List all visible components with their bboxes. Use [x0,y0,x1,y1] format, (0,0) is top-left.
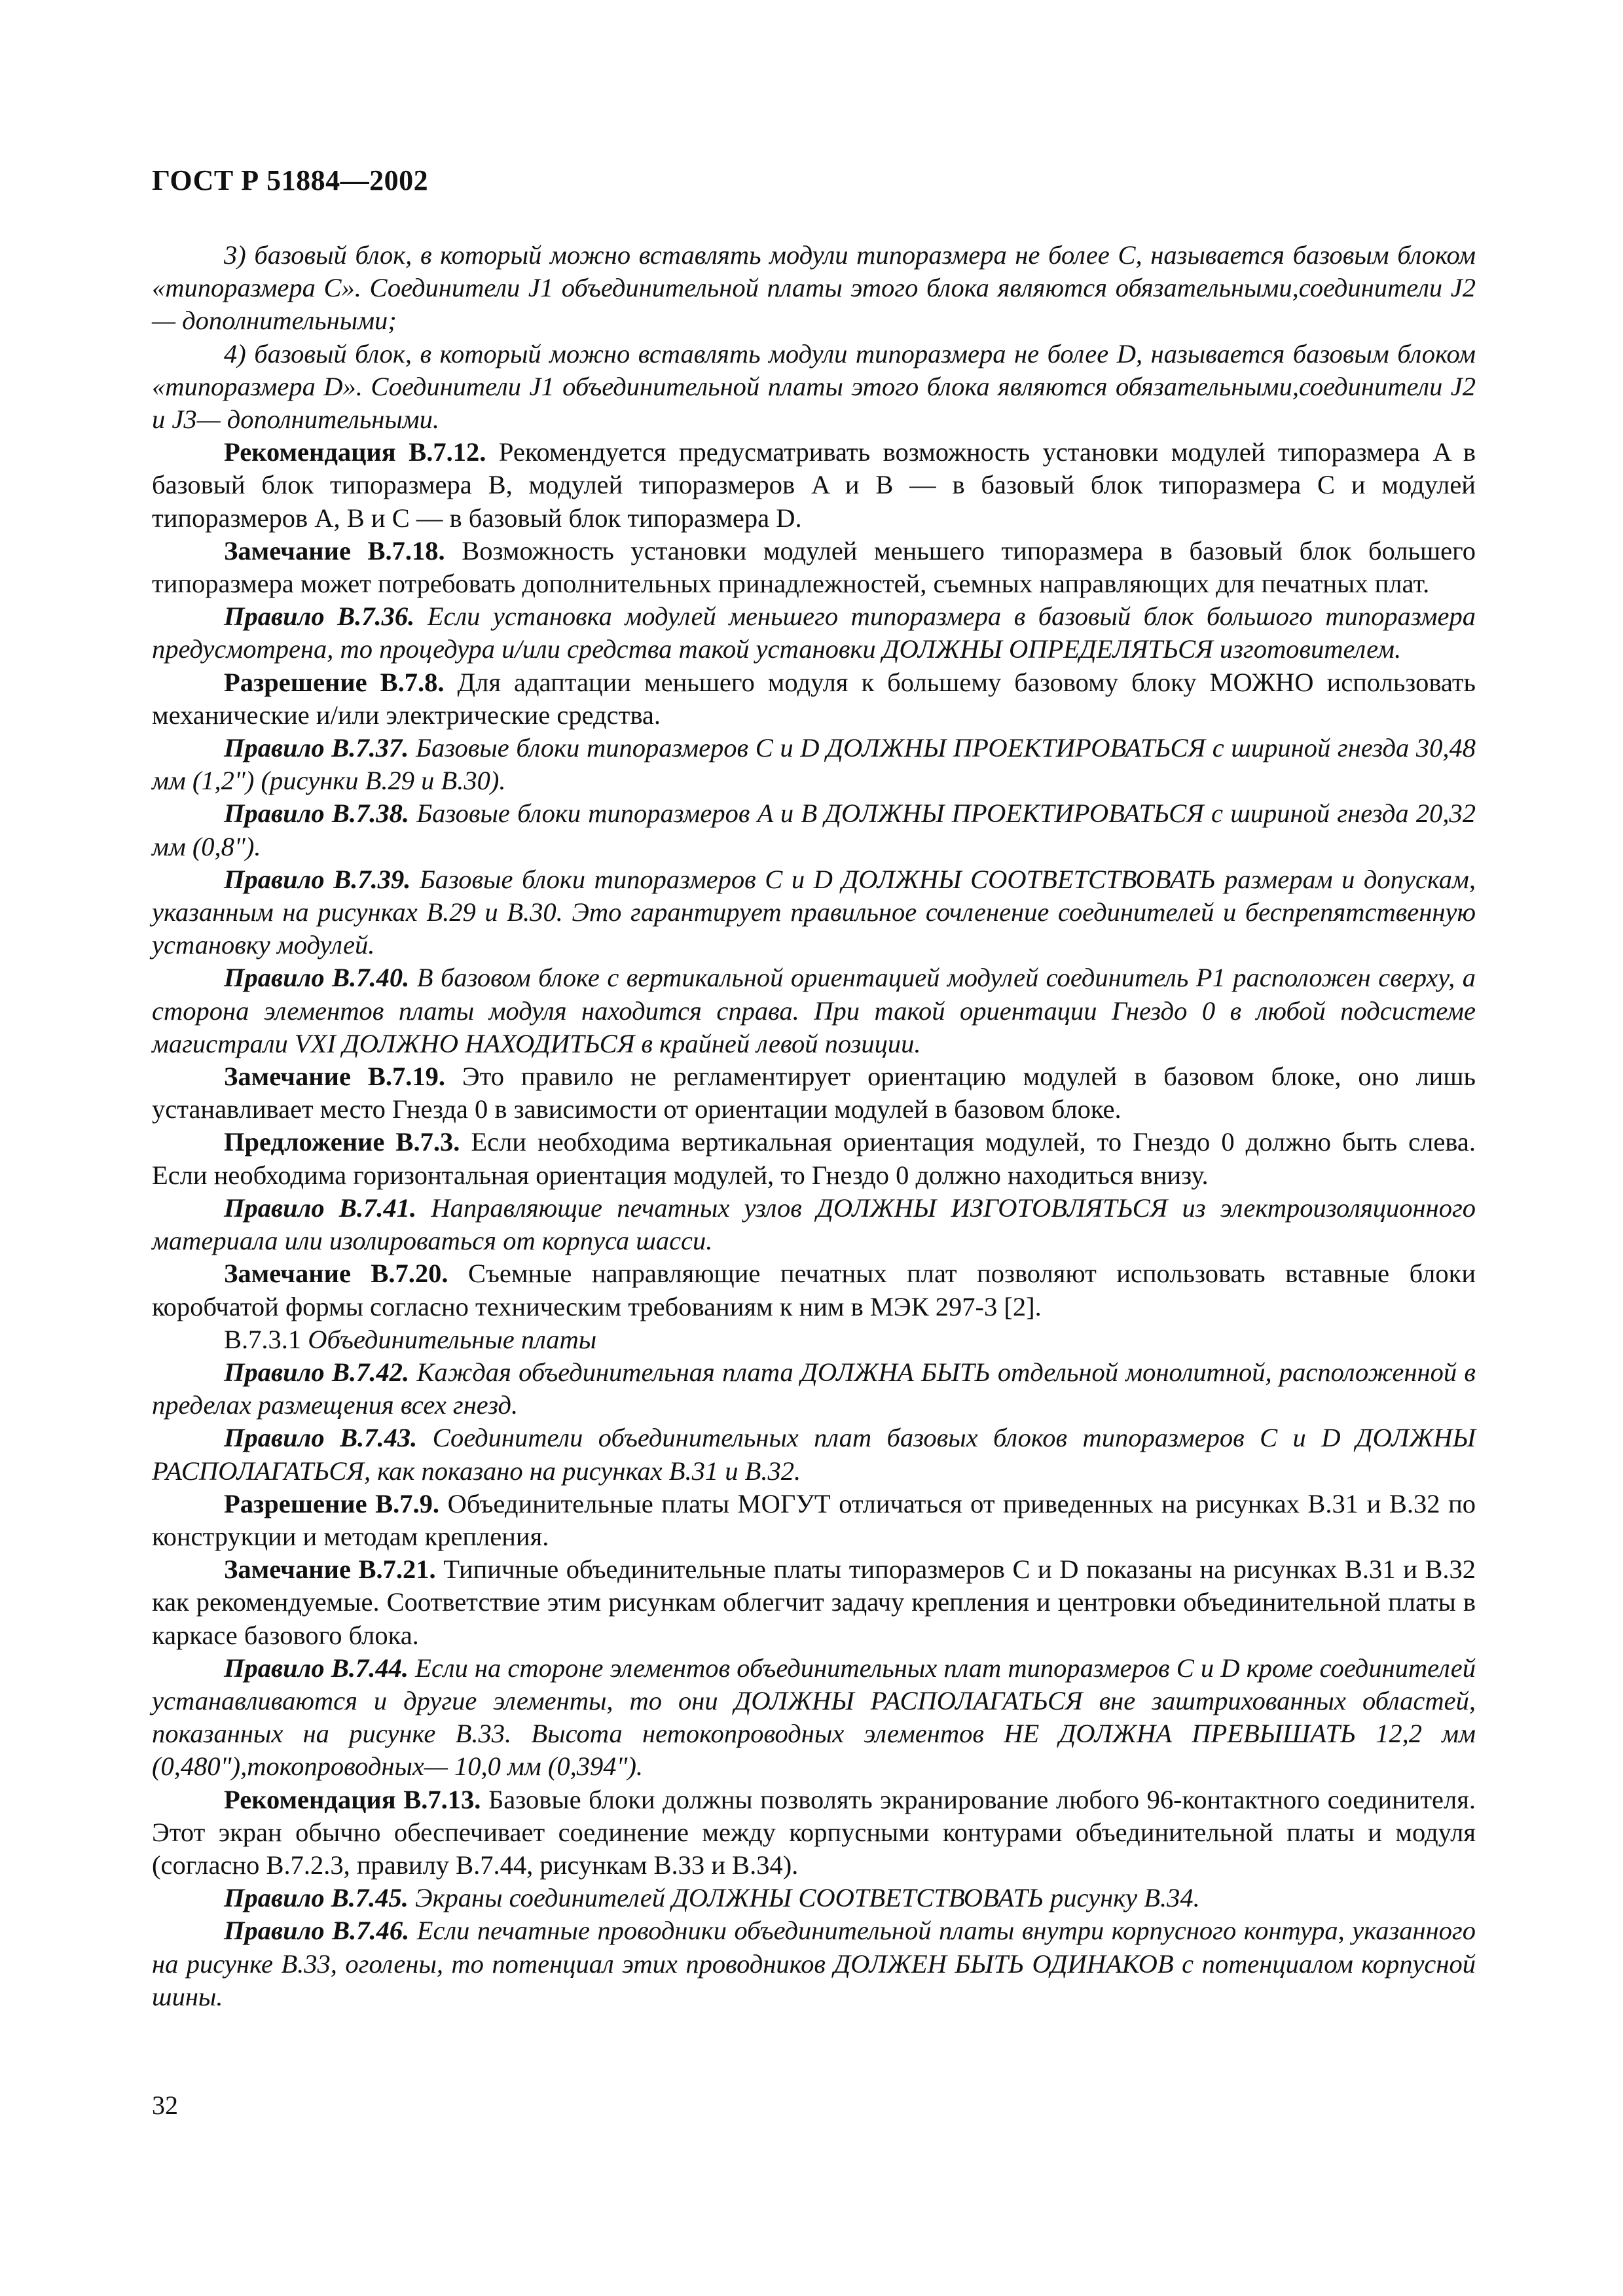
paragraph-label: Разрешение B.7.9. [224,1488,440,1518]
document-header: ГОСТ Р 51884—2002 [152,164,429,196]
paragraph-text: Объединительные платы МОГУТ отличаться от приведенных на рисунках B.31 и B.32 по конструкции и методам крепления. [152,1488,1476,1551]
paragraph [152,1553,1476,1652]
paragraph [152,338,1476,437]
paragraph-label: Правило B.7.46. [224,1916,410,1946]
paragraph-label: Разрешение B.7.8. [224,667,445,697]
paragraph-label: Замечание B.7.21. [224,1554,436,1585]
paragraph-text: Возможность установки модулей меньшего типоразмера в базовый блок большего типоразмера может потребовать дополнительных принадлежностей, съемных направляющих для печатных плат. [152,535,1476,599]
paragraph [152,1192,1476,1257]
paragraph-text: Соединители объединительных плат базовых блоков типоразмеров C и D ДОЛЖНЫ РАСПОЛАГАТЬСЯ, как показано на рисунках B.31 и B.32. [152,1423,1476,1486]
paragraph-label: Замечание B.7.20. [224,1259,448,1289]
paragraph-text: Базовые блоки типоразмеров C и D ДОЛЖНЫ СООТВЕТСТВОВАТЬ размерам и допускам, указанным на рисунках B.29 и B.30. Это гарантирует правильное сочленение соединителей и беспрепятственную установку модулей. [152,864,1476,960]
paragraph-text: В базовом блоке с вертикальной ориентацией модулей соединитель P1 расположен сверху, а сторона элементов платы модуля находится справа. При такой ориентации Гнездо 0 в любой подсистеме магистрали VXI ДОЛЖНО НАХОДИТЬСЯ в крайней левой позиции. [152,963,1476,1058]
paragraph [152,732,1476,797]
paragraph [152,1422,1476,1487]
paragraph-text: Базовые блоки должны позволять экранирование любого 96-контактного соединителя. Этот экран обычно обеспечивает соединение между корпусными контурами объединительной платы и модуля (согласно B.7.2.3, правилу B.7.44, рисункам B.33 и B.34). [152,1784,1476,1880]
paragraph [152,1488,1476,1553]
paragraph-label: Правило B.7.38. [224,798,410,829]
paragraph [152,600,1476,666]
paragraph [152,666,1476,732]
paragraph-label: Правило B.7.44. [224,1653,409,1683]
paragraph-label: Правило B.7.40. [224,963,410,993]
paragraph-label: Предложение B.7.3. [224,1127,460,1157]
paragraph [152,1652,1476,1784]
paragraph-text: Типичные объединительные платы типоразмеров C и D показаны на рисунках B.31 и B.32 как рекомендуемые. Соответствие этим рисункам облегчит задачу крепления и центровки объединительной платы в каркасе базового блока. [152,1554,1476,1650]
paragraph-label: Правило B.7.37. [224,733,409,763]
paragraph-text: Для адаптации меньшего модуля к большему базовому блоку МОЖНО использовать механические и/или электрические средства. [152,667,1476,730]
paragraph-text: Если установка модулей меньшего типоразмера в базовый блок большого типоразмера предусмотрена, то процедура и/или средства такой установки ДОЛЖНЫ ОПРЕДЕЛЯТЬСЯ изготовителем. [152,601,1476,664]
paragraph-label: Правило B.7.39. [224,864,411,894]
paragraph-label: Правило B.7.45. [224,1883,409,1913]
paragraph-text: 4) базовый блок, в который можно вставлять модули типоразмера не более D, называется базовым блоком «типоразмера D». Соединители J1 объединительной платы этого блока являются обязательными,соединители J2 и J3— дополнительными. [152,338,1476,435]
paragraph-text: Рекомендуется предусматривать возможность установки модулей типоразмера A в базовый блок типоразмера B, модулей типоразмеров A и B — в базовый блок типоразмера C и модулей типоразмеров A, B и C — в базовый блок типоразмера D. [152,437,1476,533]
paragraph-label: Правило B.7.42. [224,1357,410,1387]
paragraph-label: Рекомендация B.7.13. [224,1784,481,1814]
paragraph [152,1323,1476,1356]
paragraph [152,1882,1476,1914]
paragraph [152,1257,1476,1323]
paragraph-label: Рекомендация B.7.12. [224,437,486,467]
page-number: 32 [152,2090,178,2120]
paragraph [152,1060,1476,1126]
paragraph-text: Если печатные проводники объединительной платы внутри корпусного контура, указанного на рисунке B.33, оголены, то потенциал этих проводников ДОЛЖЕН БЫТЬ ОДИНАКОВ с потенциалом корпусной шины. [152,1916,1476,2011]
paragraph-label: Замечание B.7.19. [224,1062,445,1092]
paragraph [152,1126,1476,1191]
paragraph-label: Правило B.7.41. [224,1193,417,1223]
paragraph-text: Каждая объединительная плата ДОЛЖНА БЫТЬ отдельной монолитной, расположенной в пределах размещения всех гнезд. [152,1357,1476,1420]
paragraph-text: Это правило не регламентирует ориентацию модулей в базовом блоке, оно лишь устанавливает место Гнезда 0 в зависимости от ориентации модулей в базовом блоке. [152,1062,1476,1124]
paragraph [152,239,1476,338]
paragraph-text: Объединительные платы [301,1324,597,1354]
paragraph-text: Направляющие печатных узлов ДОЛЖНЫ ИЗГОТОВЛЯТЬСЯ из электроизоляционного материала или изолироваться от корпуса шасси. [152,1193,1476,1256]
paragraph-text: 3) базовый блок, в который можно вставлять модули типоразмера не более C, называется базовым блоком «типоразмера C». Соединители J1 объединительной платы этого блока являются обязательными,соединители J2— дополнительными; [152,240,1476,336]
paragraph-label: B.7.3.1 [224,1324,302,1354]
paragraph [152,535,1476,600]
paragraph-text: Экраны соединителей ДОЛЖНЫ СООТВЕТСТВОВАТЬ рисунку B.34. [408,1883,1200,1913]
paragraph-text: Если необходима вертикальная ориентация модулей, то Гнездо 0 должно быть слева. Если необходима горизонтальная ориентация модулей, то Гнездо 0 должно находиться внизу. [152,1127,1476,1190]
paragraph-label: Замечание B.7.18. [224,535,445,565]
paragraph-text: Если на стороне элементов объединительных плат типоразмеров C и D кроме соединителей устанавливаются и другие элементы, то они ДОЛЖНЫ РАСПОЛАГАТЬСЯ вне заштрихованных областей, показанных на рисунке B.33. Высота нетокопроводных элементов НЕ ДОЛЖНА ПРЕВЫШАТЬ 12,2 мм (0,480"),токопроводных— 10,0 мм (0,394"). [152,1653,1476,1782]
paragraph-label: Правило B.7.36. [224,601,415,632]
paragraph [152,1784,1476,1882]
paragraph [152,1914,1476,2013]
document-body [152,239,1476,2013]
paragraph [152,961,1476,1060]
paragraph-label: Правило B.7.43. [224,1423,418,1453]
paragraph-text: Базовые блоки типоразмеров C и D ДОЛЖНЫ ПРОЕКТИРОВАТЬСЯ с шириной гнезда 30,48 мм (1,2") (рисунки B.29 и B.30). [152,733,1476,796]
paragraph [152,436,1476,535]
paragraph [152,863,1476,962]
paragraph-text: Съемные направляющие печатных плат позволяют использовать вставные блоки коробчатой формы согласно техническим требованиям к ним в МЭК 297-3 [2]. [152,1259,1476,1321]
paragraph [152,1356,1476,1422]
paragraph [152,797,1476,863]
paragraph-text: Базовые блоки типоразмеров A и B ДОЛЖНЫ ПРОЕКТИРОВАТЬСЯ с шириной гнезда 20,32 мм (0,8"). [152,798,1476,861]
